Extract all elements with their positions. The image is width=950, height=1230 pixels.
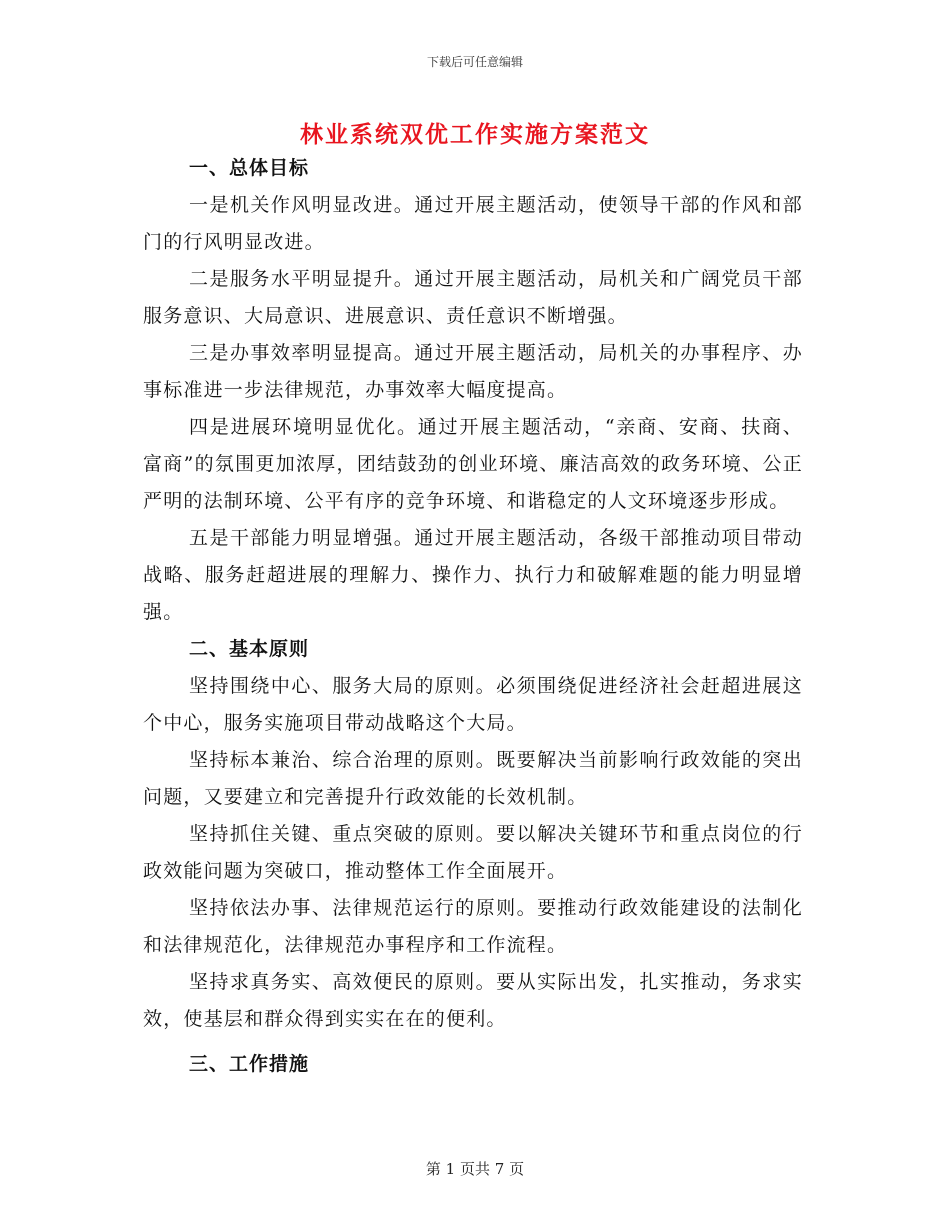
paragraph: 四是进展环境明显优化。通过开展主题活动，“亲商、安商、扶商、富商”的氛围更加浓厚，团结鼓劲的创业环境、廉洁高效的政务环境、公正严明的法制环境、公平有序的竞争环境、和谐稳定的人文环境逐步形成。 — [143, 416, 803, 512]
page-footer: 第 1 页共 7 页 — [425, 1160, 525, 1178]
document-title: 林业系统双优工作实施方案范文 — [300, 121, 650, 148]
paragraph: 坚持抓住关键、重点突破的原则。要以解决关键环节和重点岗位的行政效能问题为突破口，推动整体工作全面展开。 — [143, 823, 803, 882]
paragraph: 三是办事效率明显提高。通过开展主题活动，局机关的办事程序、办事标准进一步法律规范，办事效率大幅度提高。 — [143, 342, 803, 401]
paragraph: 坚持标本兼治、综合治理的原则。既要解决当前影响行政效能的突出问题，又要建立和完善提升行政效能的长效机制。 — [143, 749, 803, 808]
paragraph: 五是干部能力明显增强。通过开展主题活动，各级干部推动项目带动战略、服务赶超进展的理解力、操作力、执行力和破解难题的能力明显增强。 — [143, 527, 803, 623]
header-note: 下载后可任意编辑 — [426, 55, 523, 69]
paragraph: 坚持围绕中心、服务大局的原则。必须围绕促进经济社会赶超进展这个中心，服务实施项目带动战略这个大局。 — [143, 675, 803, 734]
section-heading-3: 三、工作措施 — [189, 1053, 310, 1075]
section-heading-2: 二、基本原则 — [189, 638, 310, 660]
paragraph: 二是服务水平明显提升。通过开展主题活动，局机关和广阔党员干部服务意识、大局意识、进展意识、责任意识不断增强。 — [143, 268, 803, 327]
paragraph: 坚持依法办事、法律规范运行的原则。要推动行政效能建设的法制化和法律规范化，法律规范办事程序和工作流程。 — [143, 897, 803, 956]
paragraph: 坚持求真务实、高效便民的原则。要从实际出发，扎实推动，务求实效，使基层和群众得到实实在在的便利。 — [143, 971, 803, 1030]
paragraph: 一是机关作风明显改进。通过开展主题活动，使领导干部的作风和部门的行风明显改进。 — [143, 194, 803, 253]
section-heading-1: 一、总体目标 — [189, 157, 310, 179]
document-body — [143, 150, 803, 1083]
